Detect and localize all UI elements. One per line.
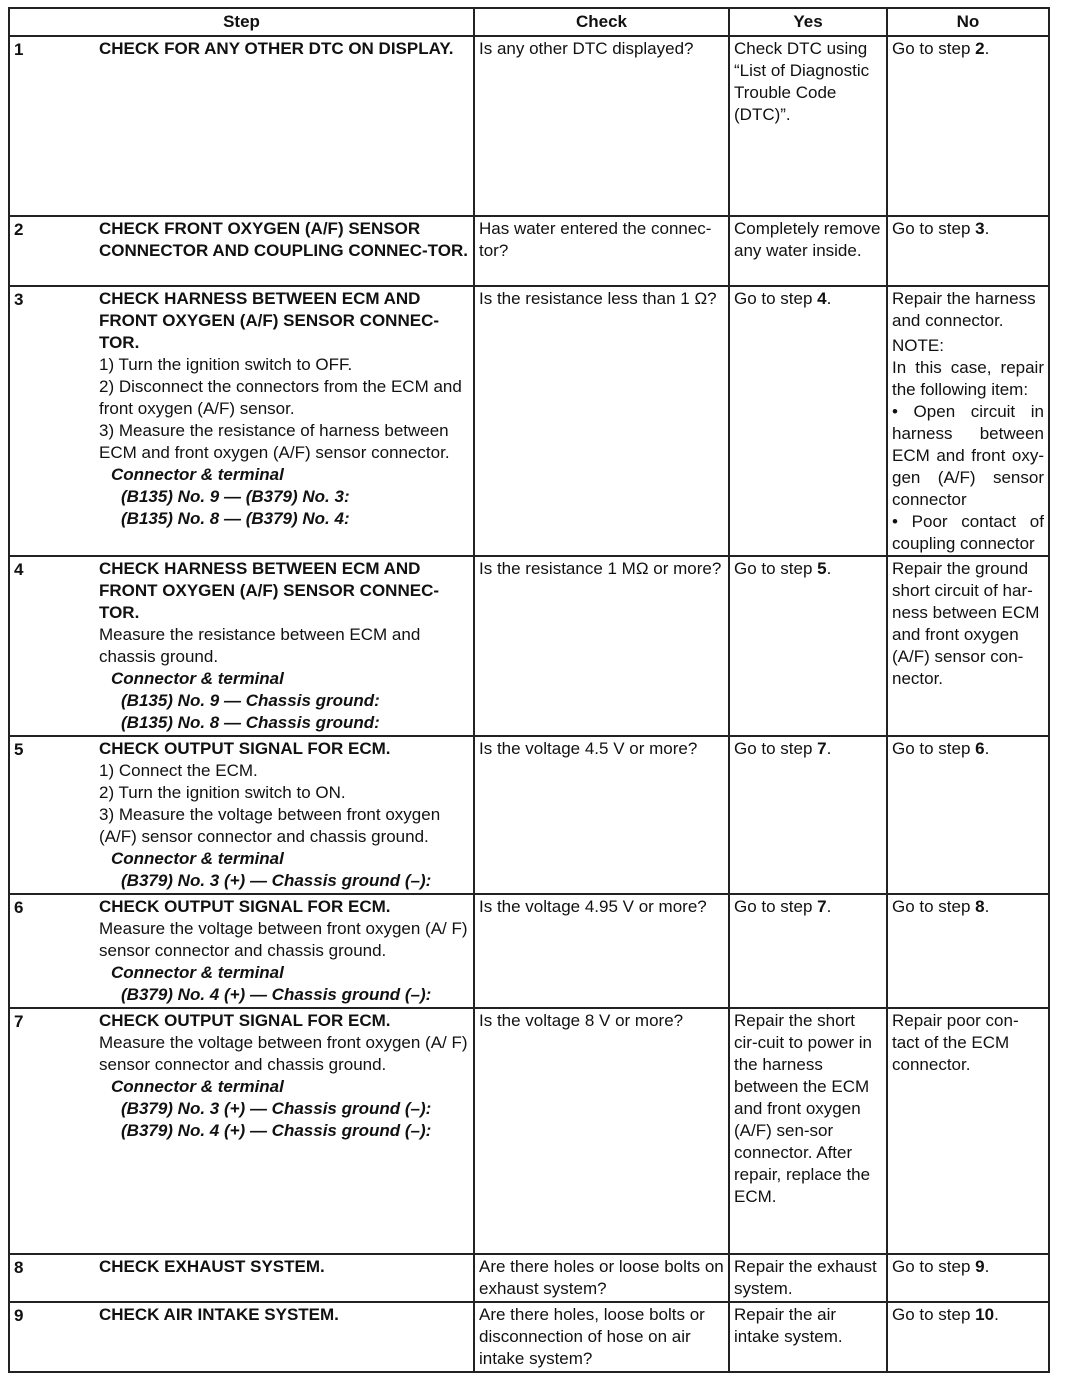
- table-row: [9, 736, 1049, 894]
- check-cell: Is the voltage 4.95 V or more?: [474, 894, 729, 1008]
- check-cell: Is any other DTC displayed?: [474, 36, 729, 216]
- step-number: 8: [14, 1258, 24, 1277]
- no-cell: Go to step 10.: [887, 1302, 1049, 1372]
- yes-cell: Repair the air intake system.: [729, 1302, 887, 1372]
- yes-cell: Check DTC using “List of Diagnostic Trouble Code (DTC)”.: [729, 36, 887, 216]
- yes-cell: Go to step 7.: [729, 736, 887, 894]
- check-cell: Has water entered the connec-tor?: [474, 216, 729, 286]
- step-title: CHECK OUTPUT SIGNAL FOR ECM.: [99, 739, 391, 758]
- terminal-spec: (B135) No. 9 — Chassis ground:: [121, 691, 380, 710]
- check-cell: Is the voltage 4.5 V or more?: [474, 736, 729, 894]
- note-text: In this case, repair the following item:: [892, 358, 1044, 399]
- step-title: CHECK FRONT OXYGEN (A/F) SENSOR CONNECTOR AND COUPLING CONNEC-TOR.: [99, 219, 468, 260]
- diagnostic-table: [8, 7, 1050, 1373]
- terminal-spec: (B135) No. 8 — (B379) No. 4:: [121, 509, 350, 528]
- step-cell: [9, 36, 474, 216]
- yes-cell: Go to step 7.: [729, 894, 887, 1008]
- no-cell: Go to step 6.: [887, 736, 1049, 894]
- step-instruction: 2) Disconnect the connectors from the ECM and front oxygen (A/F) sensor.: [99, 377, 462, 418]
- yes-cell: Go to step 4.: [729, 286, 887, 556]
- no-cell: Go to step 3.: [887, 216, 1049, 286]
- check-cell: Is the resistance 1 MΩ or more?: [474, 556, 729, 736]
- table-row: [9, 556, 1049, 736]
- step-number: 2: [14, 220, 24, 239]
- step-cell: [9, 894, 474, 1008]
- step-cell: [9, 216, 474, 286]
- note-label: NOTE:: [892, 336, 944, 355]
- table-row: [9, 286, 1049, 556]
- yes-cell: Go to step 5.: [729, 556, 887, 736]
- step-title: CHECK AIR INTAKE SYSTEM.: [99, 1305, 339, 1324]
- terminal-spec: (B379) No. 4 (+) — Chassis ground (–):: [121, 1121, 432, 1140]
- header-no: No: [887, 8, 1049, 36]
- step-instruction: 1) Connect the ECM.: [99, 761, 258, 780]
- step-title: CHECK EXHAUST SYSTEM.: [99, 1257, 325, 1276]
- header-check: Check: [474, 8, 729, 36]
- yes-cell: Repair the exhaust system.: [729, 1254, 887, 1302]
- table-row: [9, 1254, 1049, 1302]
- no-cell: Go to step 9.: [887, 1254, 1049, 1302]
- check-cell: Are there holes, loose bolts or disconnection of hose on air intake system?: [474, 1302, 729, 1372]
- table-row: [9, 216, 1049, 286]
- terminal-spec: (B135) No. 8 — Chassis ground:: [121, 713, 380, 732]
- table-row: [9, 1302, 1049, 1372]
- table-row: [9, 1008, 1049, 1254]
- step-number: 1: [14, 40, 24, 59]
- connector-label: Connector & terminal: [111, 669, 284, 688]
- step-title: CHECK OUTPUT SIGNAL FOR ECM.: [99, 897, 391, 916]
- step-title: CHECK FOR ANY OTHER DTC ON DISPLAY.: [99, 39, 454, 58]
- no-cell: [887, 286, 1049, 556]
- step-cell: [9, 736, 474, 894]
- header-yes: Yes: [729, 8, 887, 36]
- connector-label: Connector & terminal: [111, 465, 284, 484]
- step-number: 5: [14, 740, 24, 759]
- note-item: • Open circuit in harness between ECM and front oxy-gen (A/F) sensor connector: [892, 402, 1044, 509]
- step-number: 9: [14, 1306, 24, 1325]
- header-row: [9, 8, 1049, 36]
- no-cell: Go to step 8.: [887, 894, 1049, 1008]
- terminal-spec: (B135) No. 9 — (B379) No. 3:: [121, 487, 350, 506]
- step-number: 3: [14, 290, 24, 309]
- step-title: CHECK HARNESS BETWEEN ECM AND FRONT OXYGEN (A/F) SENSOR CONNEC-TOR.: [99, 289, 440, 352]
- terminal-spec: (B379) No. 4 (+) — Chassis ground (–):: [121, 985, 432, 1004]
- terminal-spec: (B379) No. 3 (+) — Chassis ground (–):: [121, 1099, 432, 1118]
- table-row: [9, 36, 1049, 216]
- connector-label: Connector & terminal: [111, 963, 284, 982]
- step-instruction: 3) Measure the voltage between front oxygen (A/F) sensor connector and chassis ground.: [99, 805, 441, 846]
- yes-cell: Completely remove any water inside.: [729, 216, 887, 286]
- no-text: Repair the harness and connector.: [892, 289, 1036, 330]
- step-instruction: Measure the voltage between front oxygen (A/ F) sensor connector and chassis ground.: [99, 1033, 468, 1074]
- check-cell: Are there holes or loose bolts on exhaust system?: [474, 1254, 729, 1302]
- step-title: CHECK HARNESS BETWEEN ECM AND FRONT OXYGEN (A/F) SENSOR CONNEC-TOR.: [99, 559, 440, 622]
- step-cell: [9, 1254, 474, 1302]
- step-instruction: Measure the resistance between ECM and chassis ground.: [99, 625, 421, 666]
- table-row: [9, 894, 1049, 1008]
- check-cell: Is the resistance less than 1 Ω?: [474, 286, 729, 556]
- step-instruction: 1) Turn the ignition switch to OFF.: [99, 355, 353, 374]
- step-cell: [9, 1008, 474, 1254]
- terminal-spec: (B379) No. 3 (+) — Chassis ground (–):: [121, 871, 432, 890]
- no-cell: Go to step 2.: [887, 36, 1049, 216]
- step-number: 7: [14, 1012, 24, 1031]
- yes-cell: Repair the short cir-cuit to power in the harness between the ECM and front oxygen (A/F) sen-sor connector. After repair, replace the ECM.: [729, 1008, 887, 1254]
- step-title: CHECK OUTPUT SIGNAL FOR ECM.: [99, 1011, 391, 1030]
- no-cell: Repair the ground short circuit of har-ness between ECM and front oxygen (A/F) sensor con-nector.: [887, 556, 1049, 736]
- header-step: Step: [9, 8, 474, 36]
- connector-label: Connector & terminal: [111, 849, 284, 868]
- step-cell: [9, 556, 474, 736]
- no-cell: Repair poor con-tact of the ECM connector.: [887, 1008, 1049, 1254]
- step-number: 4: [14, 560, 24, 579]
- connector-label: Connector & terminal: [111, 1077, 284, 1096]
- step-number: 6: [14, 898, 24, 917]
- step-instruction: 3) Measure the resistance of harness between ECM and front oxygen (A/F) sensor connector.: [99, 421, 450, 462]
- step-cell: [9, 286, 474, 556]
- step-cell: [9, 1302, 474, 1372]
- step-instruction: 2) Turn the ignition switch to ON.: [99, 783, 346, 802]
- check-cell: Is the voltage 8 V or more?: [474, 1008, 729, 1254]
- step-instruction: Measure the voltage between front oxygen (A/ F) sensor connector and chassis ground.: [99, 919, 468, 960]
- note-item: • Poor contact of coupling connector: [892, 512, 1044, 553]
